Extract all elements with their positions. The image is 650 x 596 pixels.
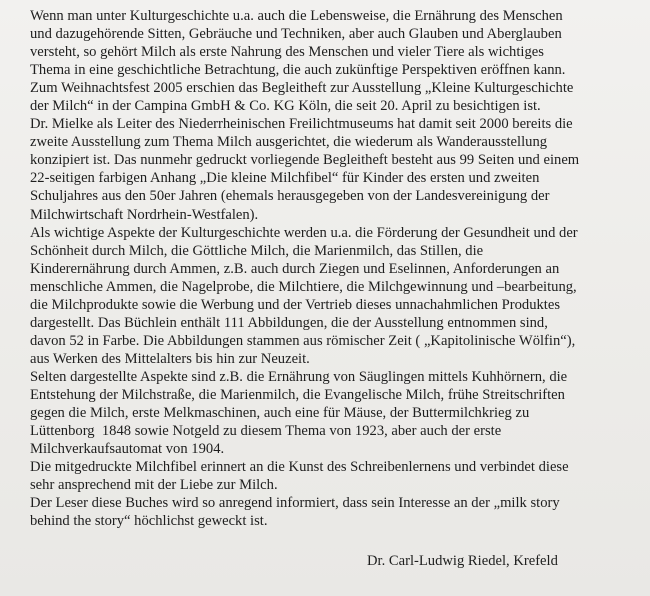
text-line: Selten dargestellte Aspekte sind z.B. die Ernährung von Säuglingen mittels Kuhhörnern, die <box>30 368 568 385</box>
text-line: Zum Weihnachtsfest 2005 erschien das Begleitheft zur Ausstellung „Kleine Kulturgeschichte <box>30 80 574 97</box>
text-line: Wenn man unter Kulturgeschichte u.a. auch die Lebensweise, die Ernährung des Menschen <box>30 8 563 24</box>
text-line: Dr. Mielke als Leiter des Niederrheinischen Freilichtmuseums hat damit seit 2000 bereits die <box>30 116 573 133</box>
text-line: Lüttenborg 1848 sowie Notgeld zu diesem Thema von 1923, aber auch der erste <box>30 423 502 440</box>
text-line: davon 52 in Farbe. Die Abbildungen stammen aus römischer Zeit ( „Kapitolinische Wölfin“), <box>30 332 576 349</box>
text-line: versteht, so gehört Milch als erste Nahrung des Menschen und vieler Tiere als wichtiges <box>30 44 544 61</box>
text-line: sehr ansprechend mit der Liebe zur Milch. <box>30 477 278 494</box>
text-line: konzipiert ist. Das nunmehr gedruckt vorliegende Begleitheft besteht aus 99 Seiten und einem <box>30 152 580 169</box>
text-line: behind the story“ höchlichst geweckt ist. <box>30 513 268 530</box>
text-line: der Milch“ in der Campina GmbH & Co. KG Köln, die seit 20. April zu besichtigen ist. <box>30 98 541 115</box>
text-line: Kinderernährung durch Ammen, z.B. auch durch Ziegen und Eselinnen, Anforderungen an <box>30 260 560 277</box>
text-line: zweite Ausstellung zum Thema Milch ausgerichtet, die wiederum als Wanderausstellung <box>30 134 548 151</box>
text-line: Entstehung der Milchstraße, die Marienmilch, die Evangelische Milch, frühe Streitschriften <box>30 386 565 403</box>
text-line: dargestellt. Das Büchlein enthält 111 Abbildungen, die der Ausstellung entnommen sind, <box>30 314 548 331</box>
text-line: aus Werken des Mittelalters bis hin zur Neuzeit. <box>30 350 310 367</box>
text-line: die Milchprodukte sowie die Werbung und der Vertrieb dieses unnachahmlichen Produktes <box>30 296 561 313</box>
text-line: Milchwirtschaft Nordrhein-Westfalen). <box>30 206 259 223</box>
text-line: Milchverkaufsautomat von 1904. <box>30 441 225 458</box>
text-line: Schuljahres aus den 50er Jahren (ehemals herausgegeben von der Landesvereinigung der <box>30 188 550 205</box>
author-signature: Dr. Carl-Ludwig Riedel, Krefeld <box>367 553 558 569</box>
text-line: Thema in eine geschichtliche Betrachtung, die auch zukünftige Perspektiven eröffnen kann. <box>30 62 566 79</box>
text-line: Schönheit durch Milch, die Göttliche Milch, die Marienmilch, das Stillen, die <box>30 242 484 259</box>
text-line: menschliche Ammen, die Nagelprobe, die Milchtiere, die Milchgewinnung und –bearbeitung, <box>30 278 577 295</box>
text-line: Als wichtige Aspekte der Kulturgeschichte werden u.a. die Förderung der Gesundheit und der <box>30 224 578 241</box>
text-line: und dazugehörende Sitten, Gebräuche und Techniken, aber auch Glauben und Aberglauben <box>30 26 562 43</box>
text-line: 22-seitigen farbigen Anhang „Die kleine Milchfibel“ für Kinder des ersten und zweiten <box>30 170 540 187</box>
text-line: gegen die Milch, erste Melkmaschinen, auch eine für Mäuse, der Buttermilchkrieg zu <box>30 405 530 422</box>
text-line: Die mitgedruckte Milchfibel erinnert an die Kunst des Schreibenlernens und verbindet diese <box>30 459 569 476</box>
text-line: Der Leser diese Buches wird so anregend informiert, dass sein Interesse an der „milk story <box>30 495 560 512</box>
review-text-block <box>30 7 648 530</box>
